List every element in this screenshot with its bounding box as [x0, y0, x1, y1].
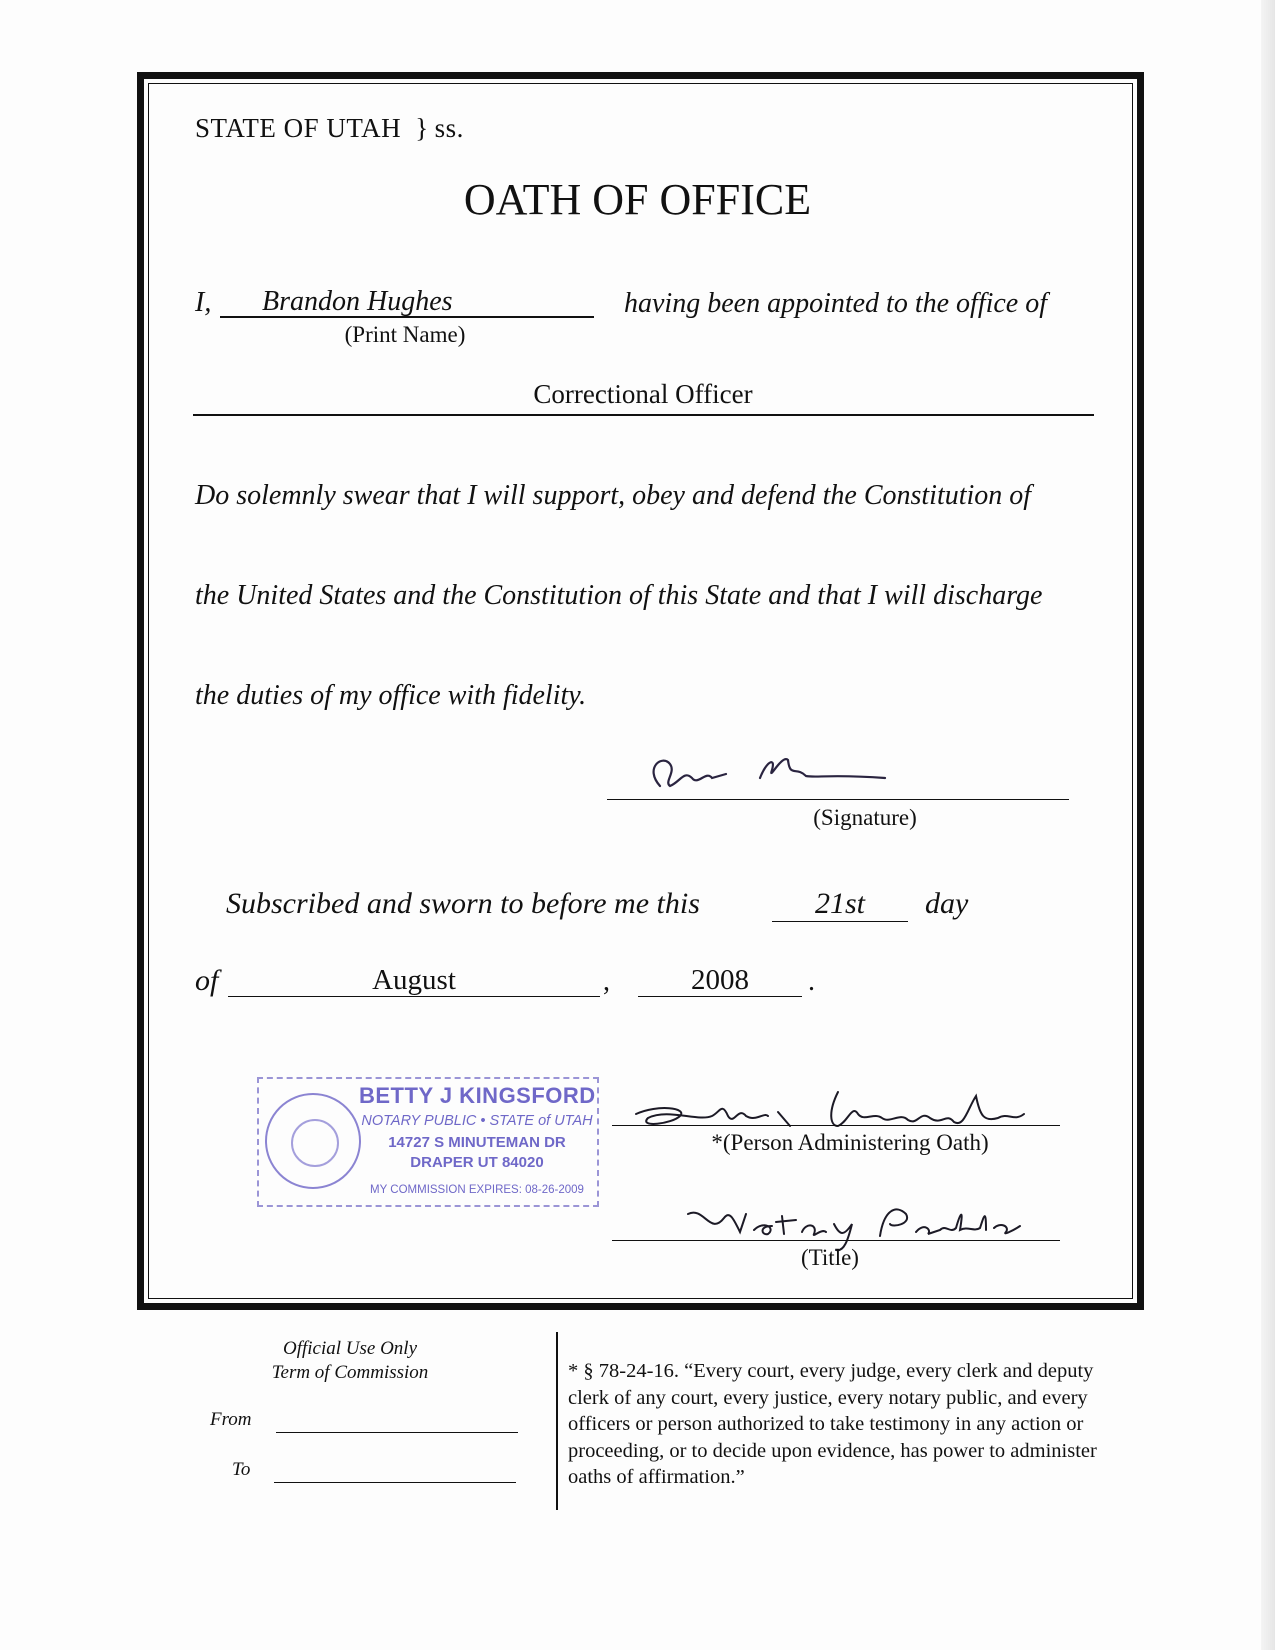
stamp-address-2: DRAPER UT 84020 [410, 1154, 544, 1171]
statute-citation: * § 78-24-16. “Every court, every judge, every clerk and deputy clerk of any court, every justice, every notary public, and every officers or person authorized to take testimony in any action or proceeding, or to decide upon evidence, has power to administer oaths of affirmation.” [568, 1360, 1097, 1488]
footer-divider [556, 1332, 558, 1510]
to-label: To [232, 1459, 251, 1480]
office-name: Correctional Officer [533, 379, 753, 409]
day-underline [772, 921, 908, 922]
administrator-signature-line [612, 1125, 1060, 1126]
jurat-month: August [372, 964, 456, 996]
appointee-signature [640, 748, 900, 798]
venue [195, 113, 464, 144]
state-seal [265, 1093, 361, 1189]
document-title: OATH OF OFFICE [463, 175, 812, 224]
stamp-notary-title: NOTARY PUBLIC • STATE of UTAH [361, 1113, 593, 1129]
appointment-text: having been appointed to the office of [624, 288, 1048, 319]
signature-line [607, 799, 1069, 800]
administrator-caption: *(Person Administering Oath) [711, 1130, 989, 1155]
year-underline [638, 996, 802, 997]
to-field[interactable] [274, 1482, 516, 1483]
term-of-commission-heading: Term of Commission [271, 1362, 429, 1383]
stamp-notary-name: BETTY J KINGSFORD [359, 1083, 596, 1108]
signature-caption: (Signature) [813, 805, 917, 830]
from-field[interactable] [276, 1432, 518, 1433]
jurat-day: 21st [814, 887, 865, 920]
title-line [612, 1240, 1060, 1241]
official-use-heading: Official Use Only [282, 1338, 418, 1359]
venue-brace: } [415, 113, 429, 143]
jurat-comma: , [603, 966, 610, 997]
appointee-prefix: I, [195, 287, 212, 318]
jurat-year: 2008 [691, 964, 749, 996]
name-underline [220, 316, 594, 318]
stamp-expiration: MY COMMISSION EXPIRES: 08-26-2009 [370, 1184, 584, 1196]
jurat-lead: Subscribed and sworn to before me this [226, 887, 700, 920]
jurat-period: . [808, 966, 815, 997]
jurat-of: of [195, 964, 219, 997]
notary-stamp [257, 1077, 599, 1207]
title-caption: (Title) [801, 1245, 859, 1270]
stamp-address-1: 14727 S MINUTEMAN DR [388, 1134, 566, 1151]
appointee-name: Brandon Hughes [262, 286, 453, 317]
venue-state: STATE OF UTAH [195, 113, 402, 143]
name-caption: (Print Name) [344, 322, 466, 347]
from-label: From [210, 1409, 252, 1430]
month-underline [228, 996, 600, 997]
page-edge [1261, 0, 1275, 1650]
oath-line-1: Do solemnly swear that I will support, obey and defend the Constitution of [195, 480, 1032, 511]
office-underline [193, 414, 1094, 416]
oath-line-3: the duties of my office with fidelity. [195, 680, 587, 711]
venue-suffix: ss. [434, 113, 464, 143]
oath-line-2: the United States and the Constitution of this State and that I will discharge [195, 580, 1043, 611]
jurat-day-word: day [925, 887, 969, 920]
